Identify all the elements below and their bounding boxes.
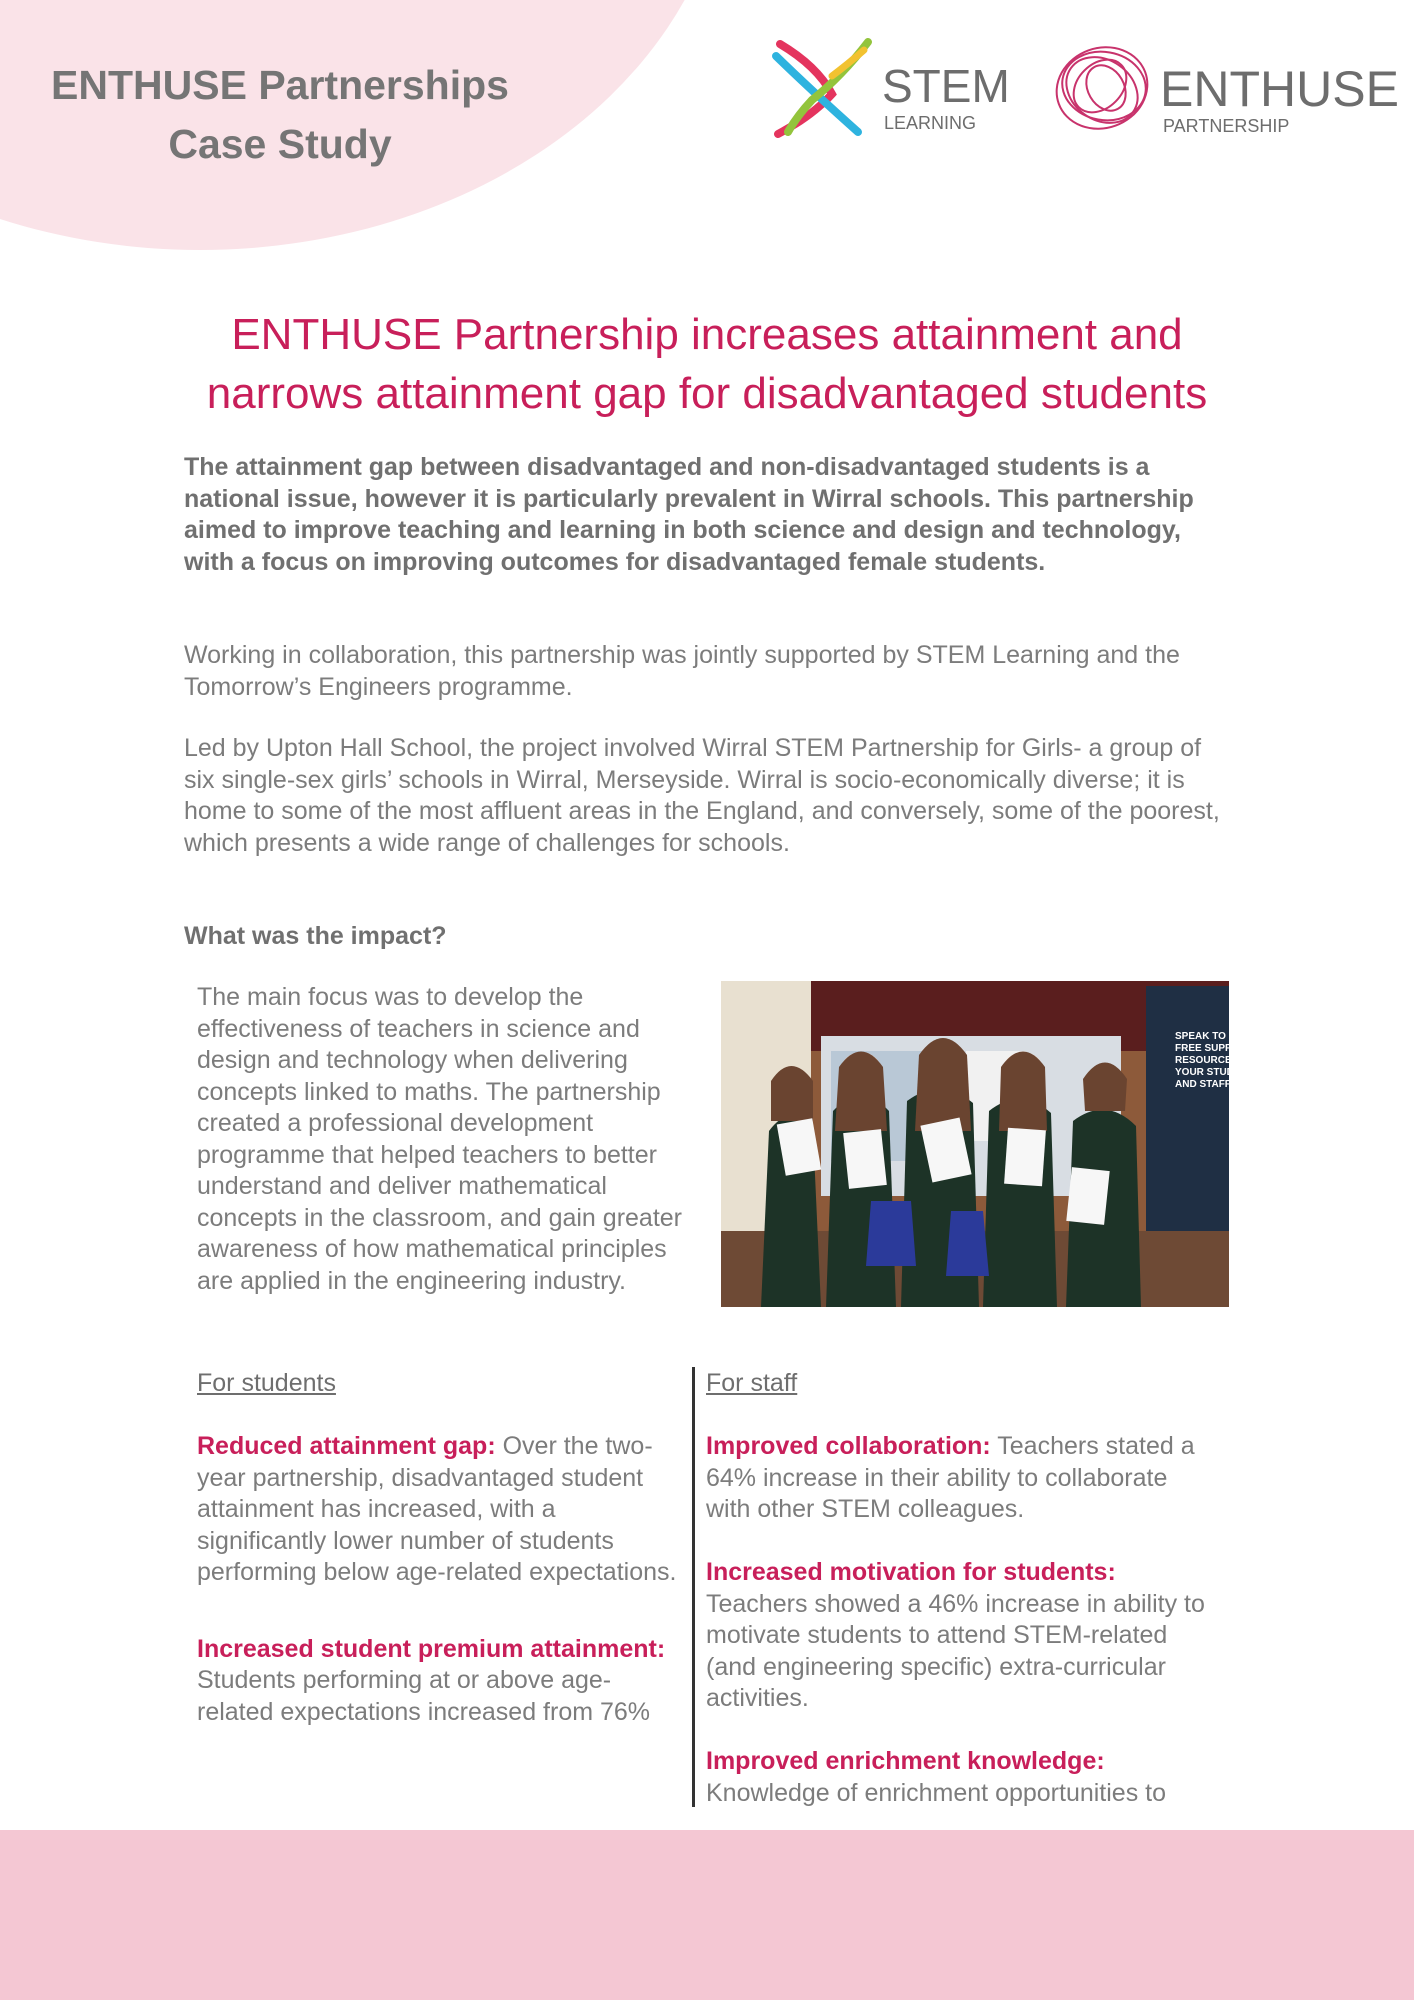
enthuse-swirl-icon [1045, 35, 1159, 142]
item-text: Over the two-year partnership, disadvantaged student attainment has increased, with a significantly lower number of students performing below age-related expectations. [197, 1432, 677, 1586]
headline-line-2: narrows attainment gap for disadvantaged students [206, 369, 1208, 418]
header-title-line-2: Case Study [168, 121, 392, 167]
item-label: Improved collaboration: [706, 1432, 991, 1460]
item-text: Teachers showed a 46% increase in ability to motivate students to attend STEM-related (and engineering specific) extra-curricular activities. [706, 1589, 1205, 1712]
students-heading: For students [197, 1369, 336, 1397]
item-text: Students performing at or above age-related expectations increased from 76% [197, 1666, 651, 1726]
stem-learning-logo [772, 36, 1012, 141]
item-label: Increased motivation for students: [706, 1558, 1116, 1586]
item-label: Increased student premium attainment: [197, 1634, 666, 1663]
headline [150, 305, 1264, 423]
student-impact-item [197, 1634, 681, 1729]
impact-heading: What was the impact? [184, 922, 447, 950]
stem-logo-word: STEM [882, 60, 1010, 112]
students-column [197, 1368, 681, 1760]
stem-logo-sub: LEARNING [884, 113, 977, 133]
staff-impact-item [706, 1557, 1216, 1715]
collaboration-paragraph: Working in collaboration, this partnership was jointly supported by STEM Learning and the Tomorrow’s Engineers programme. [184, 641, 1180, 701]
staff-impact-item [706, 1431, 1216, 1526]
stem-x-icon [776, 42, 868, 134]
item-text: Teachers stated a 64% increase in their ability to collaborate with other STEM colleagues. [706, 1432, 1195, 1523]
staff-heading: For staff [706, 1369, 798, 1397]
students-award-photo [721, 981, 1253, 1307]
document-header-title [20, 56, 540, 174]
headline-line-1: ENTHUSE Partnership increases attainment and [231, 310, 1183, 359]
item-text: Knowledge of enrichment opportunities to [706, 1778, 1167, 1807]
staff-impact-item [706, 1746, 1216, 1809]
staff-column [706, 1368, 1216, 1841]
header-title-line-1: ENTHUSE Partnerships [51, 62, 509, 108]
item-label: Improved enrichment knowledge: [706, 1747, 1105, 1775]
student-impact-item [197, 1431, 681, 1589]
impact-focus-paragraph: The main focus was to develop the effectiveness of teachers in science and design and technology when delivering concepts linked to maths. The partnership created a professional development programme that helped teachers to better understand and deliver mathematical concepts in the classroom, and gain greater awareness of how mathematical principles are applied in the engineering industry. [197, 983, 682, 1295]
enthuse-logo-sub: PARTNERSHIP [1163, 116, 1290, 136]
footer-band [0, 1830, 1414, 2000]
project-description-paragraph: Led by Upton Hall School, the project involved Wirral STEM Partnership for Girls- a group of six single-sex girls’ schools in Wirral, Merseyside. Wirral is socio-economically diverse; it is home to some of the most affluent areas in the England, and conversely, some of the poorest, which presents a wide range of challenges for schools. [184, 734, 1220, 857]
enthuse-partnership-logo [1050, 36, 1399, 141]
intro-lead-paragraph: The attainment gap between disadvantaged and non-disadvantaged students is a national issue, however it is particularly prevalent in Wirral schools. This partnership aimed to improve teaching and learning in both science and design and technology, with a focus on improving outcomes for disadvantaged female students. [184, 453, 1194, 576]
photo-banner-text: SPEAK TO US FREE SUPPORT RESOURCES F YOUR STUDEN AND STAFF [1175, 1031, 1253, 1090]
item-label: Reduced attainment gap: [197, 1432, 496, 1460]
column-divider [692, 1367, 695, 1807]
enthuse-logo-word: ENTHUSE [1160, 61, 1399, 117]
